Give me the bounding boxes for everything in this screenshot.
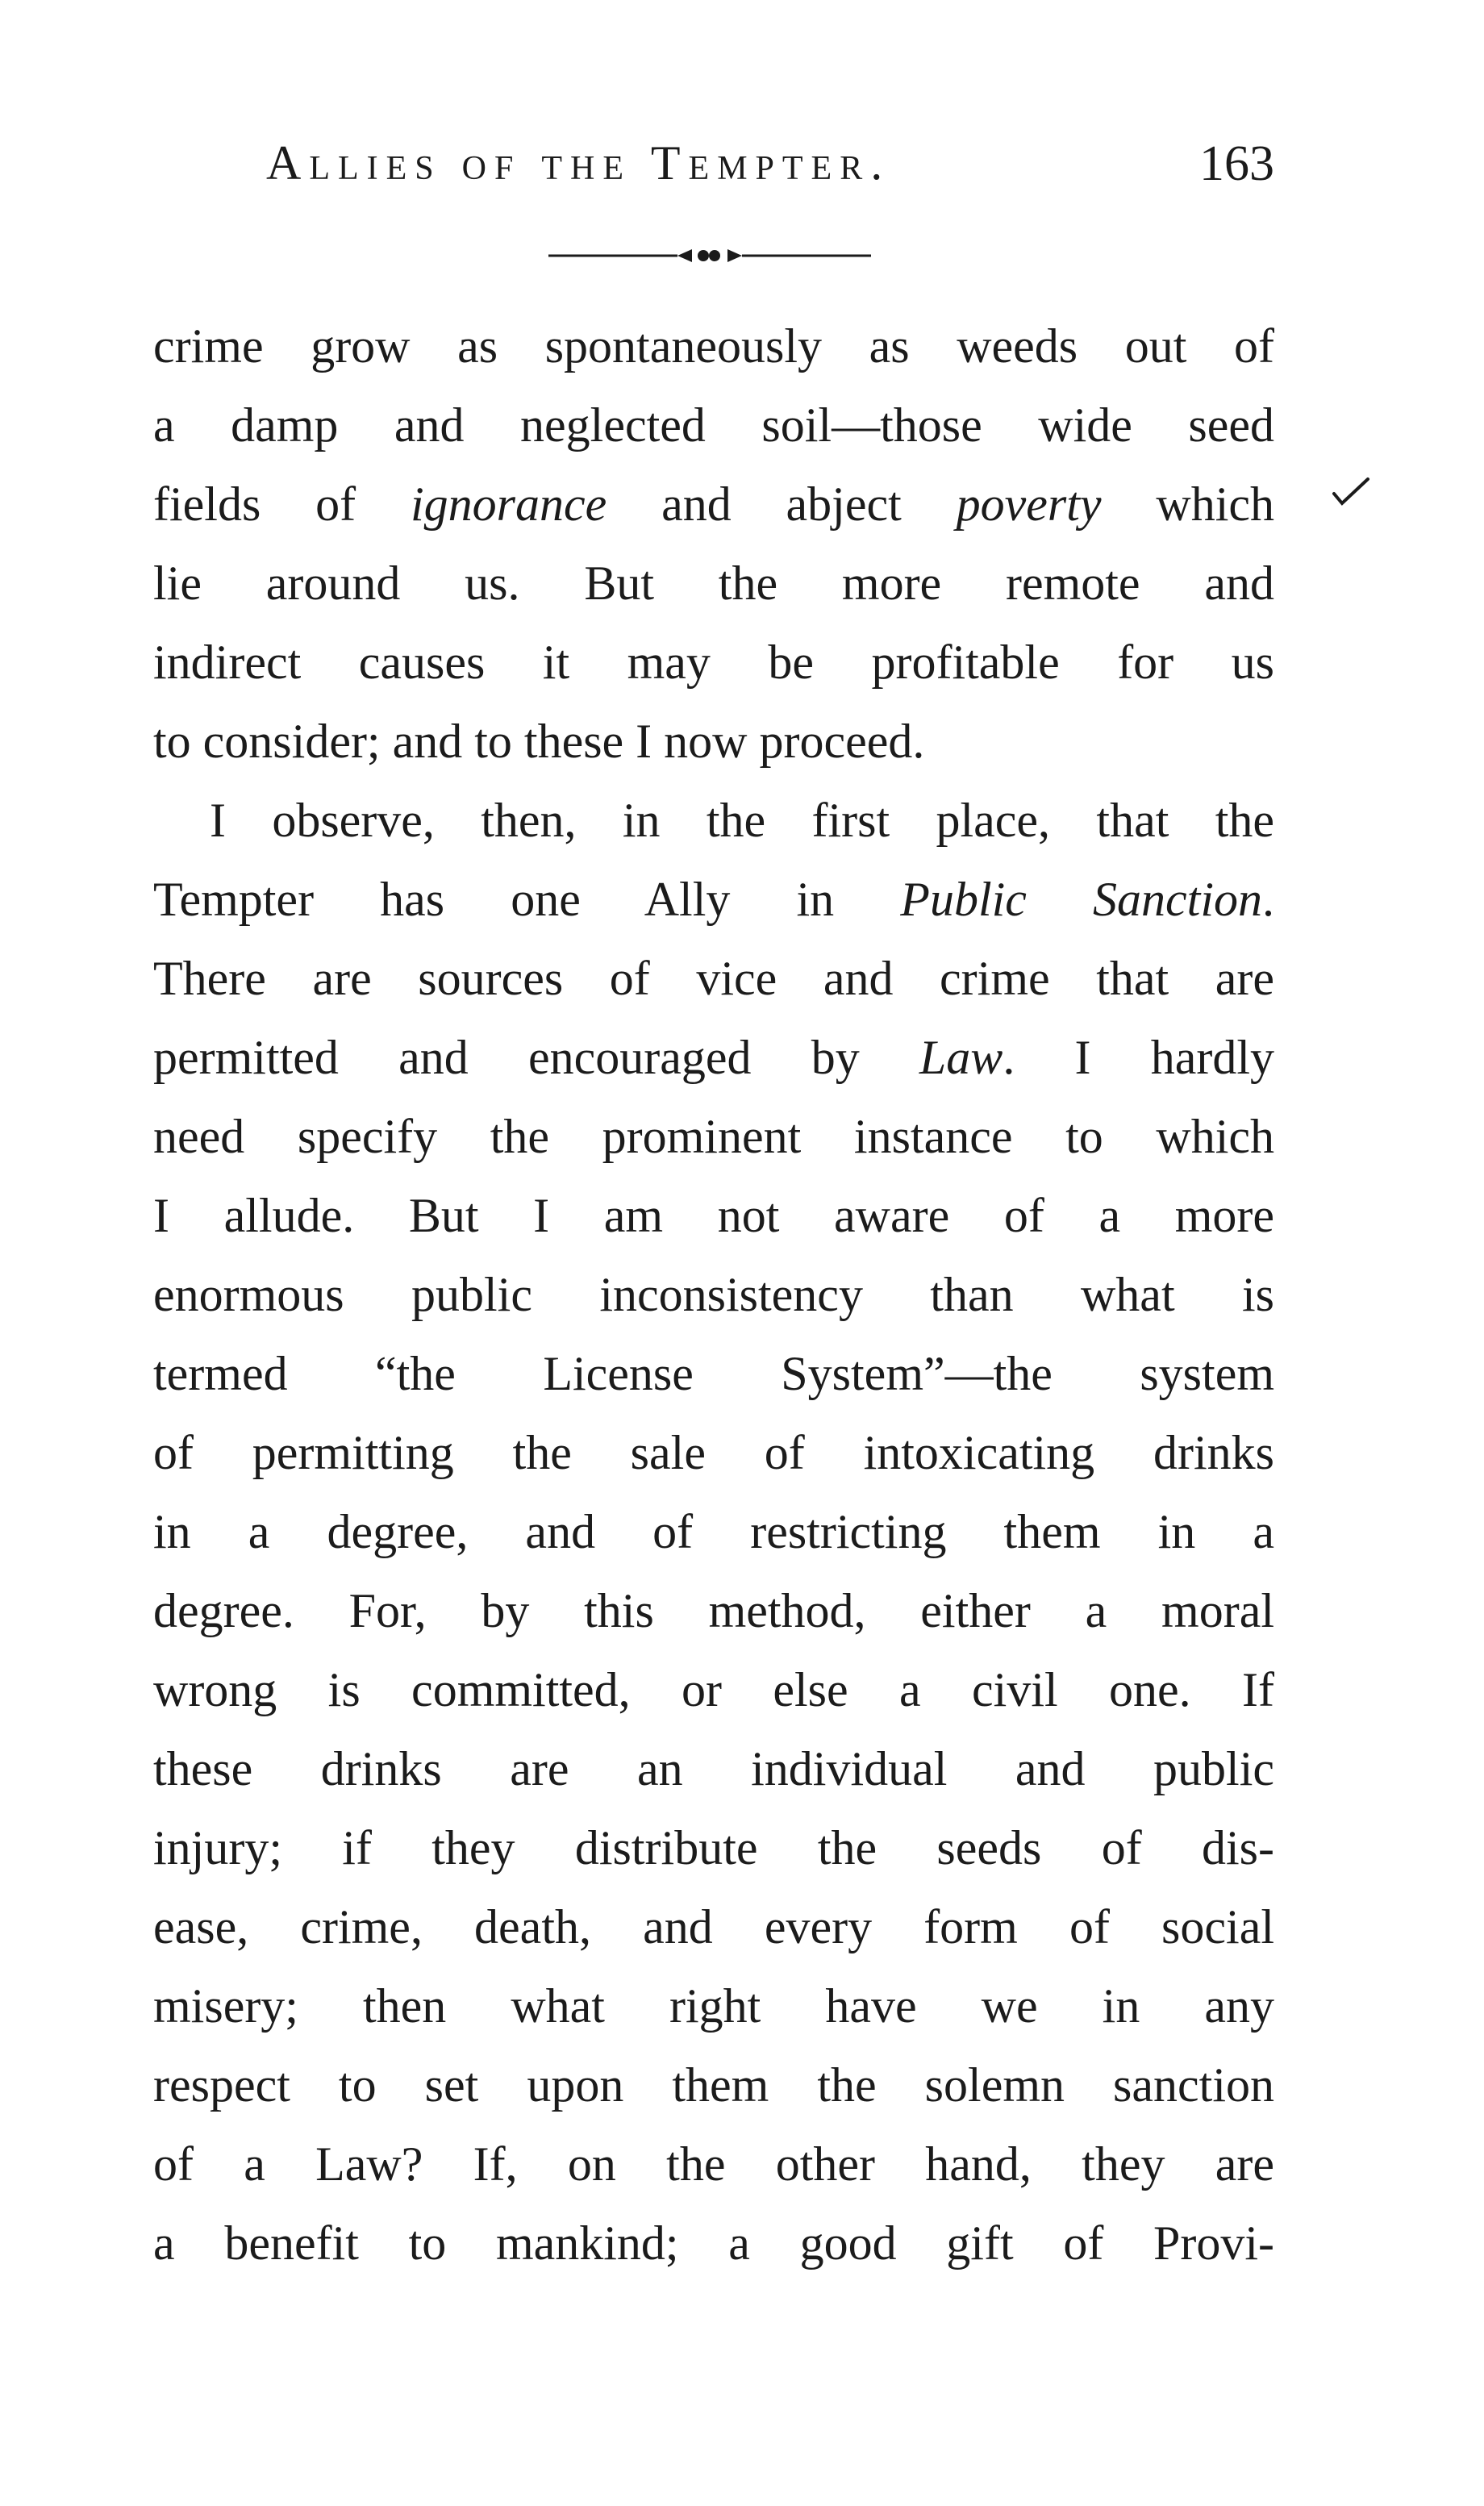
text-line: of permitting the sale of intoxicating drinks (153, 1426, 1274, 1479)
text-line: termed “the License System”—the system (153, 1347, 1274, 1400)
page-number: 163 (1199, 136, 1274, 191)
text-line: misery; then what right have we in any (153, 1979, 1274, 2033)
text-line: wrong is committed, or else a civil one. If (153, 1663, 1274, 1716)
text-line: to consider; and to these I now proceed. (153, 715, 925, 768)
ornament-divider (548, 246, 871, 265)
text-line: lie around us. But the more remote and (153, 557, 1274, 610)
text-line: respect to set upon them the solemn sanction (153, 2058, 1274, 2112)
text-line: ease, crime, death, and every form of social (153, 1900, 1274, 1954)
text-line: degree. For, by this method, either a moral (153, 1584, 1274, 1637)
checkmark-icon (1331, 476, 1371, 508)
text-line: a benefit to mankind; a good gift of Provi- (153, 2216, 1274, 2270)
paragraph-start: I observe, then, in the first place, that the (210, 794, 1274, 847)
text-line: in a degree, and of restricting them in a (153, 1505, 1274, 1558)
text-line: indirect causes it may be profitable for us (153, 636, 1274, 689)
text-line: I allude. But I am not aware of a more (153, 1189, 1274, 1242)
text-line: of a Law? If, on the other hand, they are (153, 2137, 1274, 2191)
text-line: a damp and neglected soil—those wide seed (153, 398, 1274, 452)
text-line: these drinks are an individual and public (153, 1742, 1274, 1795)
text-line: enormous public inconsistency than what is (153, 1268, 1274, 1321)
emphasis: Law (919, 1031, 1003, 1084)
text-line: permitted and encouraged by Law. I hardly (153, 1031, 1275, 1084)
text-line: fields of ignorance and abject poverty which (153, 477, 1274, 531)
running-title: Allies of the Tempter. (266, 136, 891, 190)
emphasis: Public Sanction (900, 873, 1263, 926)
emphasis: poverty (956, 477, 1102, 531)
text-line: injury; if they distribute the seeds of dis- (153, 1821, 1274, 1874)
text-line: There are sources of vice and crime that are (153, 952, 1274, 1005)
body-text (153, 306, 1274, 2283)
text-line: crime grow as spontaneously as weeds out of (153, 319, 1274, 373)
emphasis: ignorance (410, 477, 607, 531)
text-line: Tempter has one Ally in Public Sanction. (153, 873, 1275, 926)
running-header (153, 136, 1274, 208)
text-line: need specify the prominent instance to which (153, 1110, 1274, 1163)
